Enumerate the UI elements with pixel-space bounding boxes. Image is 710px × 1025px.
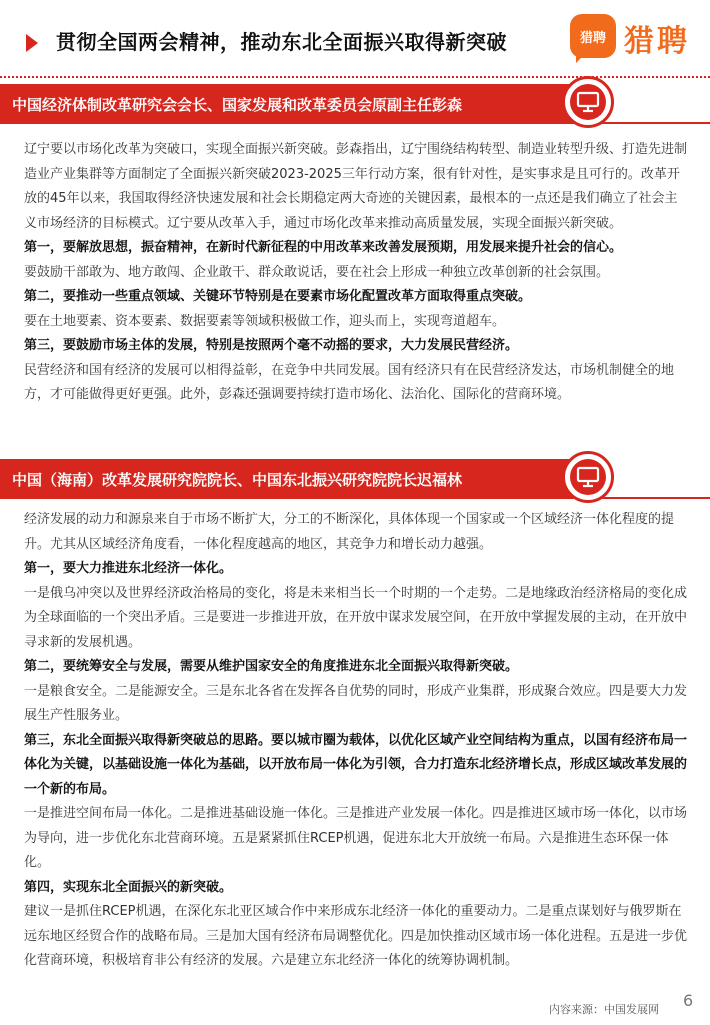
bold-point-heading: 第三，要鼓励市场主体的发展，特别是按照两个毫不动摇的要求，大力发展民营经济。 — [24, 338, 519, 353]
monitor-icon — [562, 451, 614, 503]
paragraph: 要鼓励干部敢为、地方敢闯、企业敢干、群众敢说话，要在社会上形成一种独立改革创新的社会氛围。 — [24, 264, 610, 280]
bold-point-heading: 第一，要大力推进东北经济一体化。 — [24, 561, 233, 576]
triangle-right-icon — [26, 34, 38, 52]
bold-point-heading: 第二，要统筹安全与发展，需要从维护国家安全的角度推进东北全面振兴取得新突破。 — [24, 659, 519, 674]
paragraph: 一是俄乌冲突以及世界经济政治格局的变化，将是未来相当长一个时期的一个走势。二是地缘政治经济格局的变化成为全球面临的一个突出矛盾。三是要进一步推进开放，在开放中谋求发展空间，在开放中掌握发展的主动，在开放中寻求新的发展机遇。 — [24, 585, 688, 650]
content-source: 内容来源：中国发展网 — [549, 1003, 659, 1016]
monitor-icon — [562, 76, 614, 128]
bold-point-heading: 第四，实现东北全面振兴的新突破。 — [24, 879, 233, 895]
paragraph: 一是粮食安全。二是能源安全。三是东北各省在发挥各自优势的同时，形成产业集群，形成聚合效应。四是要大力发展生产性服务业。 — [24, 683, 688, 723]
header-divider — [0, 76, 710, 78]
paragraph: 建议一是抓住RCEP机遇，在深化东北亚区域合作中来形成东北经济一体化的重要动力。二是重点谋划好与俄罗斯在远东地区经贸合作的战略布局。三是加大国有经济布局调整优化。四是加快推动区域市场一体化进程。五是进一步优化营商环境，积极培育非公有经济的发展。六是建立东北经济一体化的统筹协调机制。 — [24, 904, 688, 968]
page-title: 贯彻全国两会精神，推动东北全面振兴取得新突破 — [56, 30, 507, 54]
paragraph: 辽宁要以市场化改革为突破口，实现全面振兴新突破。彭森指出，辽宁围绕结构转型、制造业转型升级、打造先进制造业产业集群等方面制定了全面振兴新突破2023-2025三年行动方案，很有针对性，是实事求是且可行的。改革开放的45年以来，我国取得经济快速发展和社会长期稳定两大奇迹的关键因素，最根本的一点还是我们确立了社会主义市场经济的目标模式。辽宁要从改革入手，通过市场化改革来推动高质量发展，实现全面振兴新突破。 — [24, 142, 688, 231]
paragraph: 经济发展的动力和源泉来自于市场不断扩大，分工的不断深化，具体体现一个国家或一个区域经济一体化程度的提升。尤其从区域经济角度看，一体化程度越高的地区，其竞争力和增长动力越强。 — [24, 512, 675, 552]
paragraph: 要在土地要素、资本要素、数据要素等领域积极做工作，迎头而上，实现弯道超车。 — [24, 313, 506, 329]
logo-badge-icon — [570, 14, 616, 58]
section-heading: 中国（海南）改革发展研究院院长、中国东北振兴研究院院长迟福林 — [12, 471, 463, 489]
logo-badge-text: 猎聘 — [579, 31, 606, 46]
page-header — [0, 0, 710, 75]
bold-point-heading: 第二，要推动一些重点领域、关键环节特别是在要素市场化配置改革方面取得重点突破。 — [24, 289, 532, 304]
bold-point-heading: 第三，东北全面振兴取得新突破总的思路。要以城市圈为载体，以优化区域产业空间结构为重点，以国有经济布局一体化为关键，以基础设施一体化为基础，以开放布局一体化为引领，合力打造东北经济增长点，形成区域改革发展的一个新的布局。 — [24, 732, 688, 797]
section-heading-bar — [0, 459, 710, 499]
logo-text: 猎聘 — [624, 24, 690, 59]
paragraph: 民营经济和国有经济的发展可以相得益彰，在竞争中共同发展。国有经济只有在民营经济发达，市场机制健全的地方，才可能做得更好更强。此外，彭森还强调要持续打造市场化、法治化、国际化的营商环境。 — [24, 362, 675, 402]
page-number: 6 — [683, 991, 694, 1010]
section-body — [24, 508, 690, 974]
section-heading-bar — [0, 84, 710, 124]
paragraph: 一是推进空间布局一体化。二是推进基础设施一体化。三是推进产业发展一体化。四是推进区域市场一体化，以市场为导向，进一步优化东北营商环境。五是紧紧抓住RCEP机遇，促进东北大开放统一布局。六是推进生态环保一体化。 — [24, 806, 688, 870]
section-heading: 中国经济体制改革研究会会长、国家发展和改革委员会原副主任彭森 — [12, 96, 463, 114]
section-body — [24, 138, 690, 408]
bold-point-heading: 第一，要解放思想，振奋精神，在新时代新征程的中用改革来改善发展预期，用发展来提升社会的信心。 — [24, 240, 623, 255]
